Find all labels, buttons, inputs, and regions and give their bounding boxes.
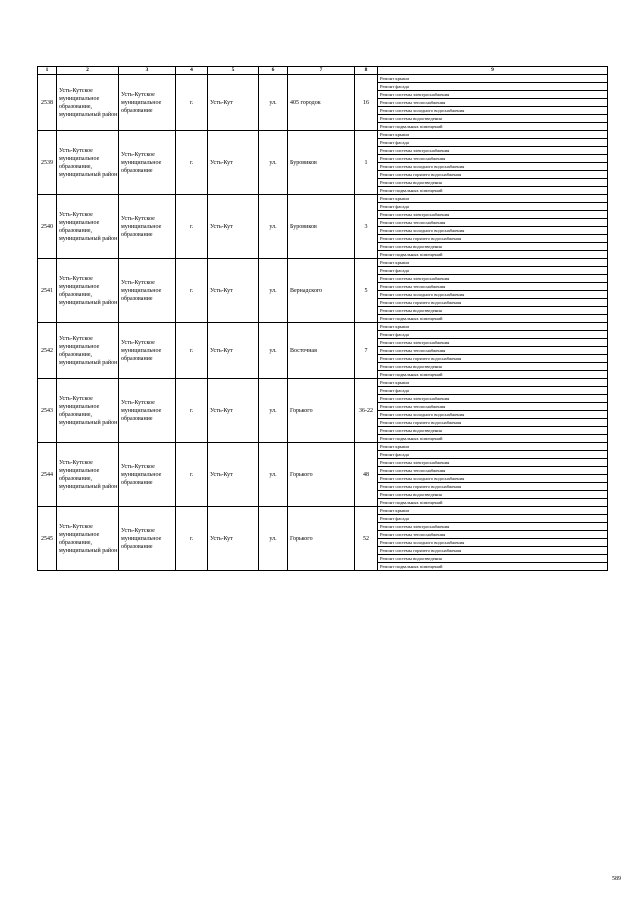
municipality-name: Усть-Кутское муниципальное образование	[119, 75, 176, 131]
column-header: 4	[176, 67, 208, 75]
repair-work-item: Ремонт системы холодного водоснабжения	[378, 227, 608, 235]
repair-work-item: Ремонт фасада	[378, 451, 608, 459]
repair-work-item: Ремонт системы холодного водоснабжения	[378, 411, 608, 419]
repair-work-item: Ремонт подвальных помещений	[378, 435, 608, 443]
table-row	[38, 75, 608, 83]
repair-work-item: Ремонт системы холодного водоснабжения	[378, 539, 608, 547]
repair-work-item: Ремонт крыши	[378, 75, 608, 83]
row-number: 2544	[38, 443, 57, 507]
district-name: Усть-Кутское муниципальное образование, муниципальный район	[57, 75, 119, 131]
settlement-type: г.	[176, 195, 208, 259]
repair-work-item: Ремонт системы теплоснабжения	[378, 155, 608, 163]
settlement-type: г.	[176, 259, 208, 323]
column-header: 2	[57, 67, 119, 75]
municipality-name: Усть-Кутское муниципальное образование	[119, 259, 176, 323]
repair-work-item: Ремонт крыши	[378, 507, 608, 515]
street-type: ул.	[259, 379, 288, 443]
repair-work-item: Ремонт системы электроснабжения	[378, 147, 608, 155]
repair-work-item: Ремонт системы горячего водоснабжения	[378, 419, 608, 427]
settlement-type: г.	[176, 131, 208, 195]
repair-work-item: Ремонт фасада	[378, 387, 608, 395]
repair-work-item: Ремонт системы холодного водоснабжения	[378, 163, 608, 171]
repair-work-item: Ремонт системы электроснабжения	[378, 211, 608, 219]
district-name: Усть-Кутское муниципальное образование, муниципальный район	[57, 195, 119, 259]
street-name: Горького	[288, 379, 355, 443]
settlement-name: Усть-Кут	[208, 259, 259, 323]
page-number: 589	[612, 876, 621, 882]
settlement-name: Усть-Кут	[208, 323, 259, 379]
street-type: ул.	[259, 75, 288, 131]
repair-work-item: Ремонт системы горячего водоснабжения	[378, 171, 608, 179]
repair-work-item: Ремонт системы водоотведения	[378, 115, 608, 123]
repair-work-item: Ремонт системы водоотведения	[378, 555, 608, 563]
repair-work-item: Ремонт системы теплоснабжения	[378, 467, 608, 475]
repair-work-item: Ремонт системы холодного водоснабжения	[378, 475, 608, 483]
repair-work-item: Ремонт системы водоотведения	[378, 307, 608, 315]
settlement-name: Усть-Кут	[208, 75, 259, 131]
repair-work-item: Ремонт системы теплоснабжения	[378, 347, 608, 355]
row-number: 2539	[38, 131, 57, 195]
register-table	[37, 66, 608, 571]
column-header: 3	[119, 67, 176, 75]
house-number: 48	[355, 443, 378, 507]
repair-work-item: Ремонт системы электроснабжения	[378, 91, 608, 99]
row-number: 2543	[38, 379, 57, 443]
district-name: Усть-Кутское муниципальное образование, муниципальный район	[57, 379, 119, 443]
house-number: 5	[355, 259, 378, 323]
settlement-name: Усть-Кут	[208, 507, 259, 571]
repair-work-item: Ремонт системы горячего водоснабжения	[378, 483, 608, 491]
house-number: 1	[355, 131, 378, 195]
table-row	[38, 443, 608, 451]
repair-work-item: Ремонт системы электроснабжения	[378, 459, 608, 467]
repair-work-item: Ремонт крыши	[378, 195, 608, 203]
repair-work-item: Ремонт системы горячего водоснабжения	[378, 299, 608, 307]
street-name: 405 городок	[288, 75, 355, 131]
municipality-name: Усть-Кутское муниципальное образование	[119, 131, 176, 195]
settlement-name: Усть-Кут	[208, 131, 259, 195]
table-row	[38, 323, 608, 331]
repair-work-item: Ремонт системы теплоснабжения	[378, 403, 608, 411]
street-name: Буровиков	[288, 131, 355, 195]
column-header: 8	[355, 67, 378, 75]
repair-work-item: Ремонт системы водоотведения	[378, 491, 608, 499]
settlement-type: г.	[176, 443, 208, 507]
repair-work-item: Ремонт системы электроснабжения	[378, 275, 608, 283]
district-name: Усть-Кутское муниципальное образование, муниципальный район	[57, 131, 119, 195]
repair-work-item: Ремонт фасада	[378, 331, 608, 339]
row-number: 2545	[38, 507, 57, 571]
house-number: 7	[355, 323, 378, 379]
repair-work-item: Ремонт подвальных помещений	[378, 187, 608, 195]
repair-work-item: Ремонт системы холодного водоснабжения	[378, 107, 608, 115]
repair-work-item: Ремонт фасада	[378, 515, 608, 523]
column-header: 1	[38, 67, 57, 75]
repair-work-item: Ремонт фасада	[378, 139, 608, 147]
repair-work-item: Ремонт системы теплоснабжения	[378, 283, 608, 291]
repair-work-item: Ремонт системы теплоснабжения	[378, 99, 608, 107]
repair-work-item: Ремонт системы теплоснабжения	[378, 531, 608, 539]
repair-work-item: Ремонт системы электроснабжения	[378, 395, 608, 403]
repair-work-item: Ремонт подвальных помещений	[378, 251, 608, 259]
repair-work-item: Ремонт крыши	[378, 131, 608, 139]
row-number: 2541	[38, 259, 57, 323]
settlement-type: г.	[176, 379, 208, 443]
row-number: 2540	[38, 195, 57, 259]
repair-work-item: Ремонт подвальных помещений	[378, 563, 608, 571]
municipality-name: Усть-Кутское муниципальное образование	[119, 443, 176, 507]
repair-work-item: Ремонт системы водоотведения	[378, 363, 608, 371]
street-name: Буровиков	[288, 195, 355, 259]
table-row	[38, 195, 608, 203]
street-name: Горького	[288, 443, 355, 507]
street-type: ул.	[259, 323, 288, 379]
municipality-name: Усть-Кутское муниципальное образование	[119, 323, 176, 379]
house-number: 36-22	[355, 379, 378, 443]
street-type: ул.	[259, 195, 288, 259]
settlement-name: Усть-Кут	[208, 379, 259, 443]
district-name: Усть-Кутское муниципальное образование, муниципальный район	[57, 507, 119, 571]
column-header: 9	[378, 67, 608, 75]
street-type: ул.	[259, 259, 288, 323]
column-header: 7	[288, 67, 355, 75]
repair-work-item: Ремонт крыши	[378, 259, 608, 267]
repair-work-item: Ремонт системы водоотведения	[378, 179, 608, 187]
repair-work-item: Ремонт системы холодного водоснабжения	[378, 291, 608, 299]
municipality-name: Усть-Кутское муниципальное образование	[119, 379, 176, 443]
district-name: Усть-Кутское муниципальное образование, муниципальный район	[57, 259, 119, 323]
repair-work-item: Ремонт системы горячего водоснабжения	[378, 355, 608, 363]
repair-work-item: Ремонт фасада	[378, 267, 608, 275]
repair-work-item: Ремонт крыши	[378, 443, 608, 451]
row-number: 2538	[38, 75, 57, 131]
settlement-name: Усть-Кут	[208, 195, 259, 259]
repair-work-item: Ремонт подвальных помещений	[378, 371, 608, 379]
house-number: 52	[355, 507, 378, 571]
table-row	[38, 379, 608, 387]
municipality-name: Усть-Кутское муниципальное образование	[119, 507, 176, 571]
repair-work-item: Ремонт фасада	[378, 203, 608, 211]
repair-work-item: Ремонт системы горячего водоснабжения	[378, 235, 608, 243]
street-name: Восточная	[288, 323, 355, 379]
header-row	[38, 67, 608, 75]
repair-work-item: Ремонт подвальных помещений	[378, 315, 608, 323]
column-header: 5	[208, 67, 259, 75]
street-name: Вернадского	[288, 259, 355, 323]
row-number: 2542	[38, 323, 57, 379]
repair-work-item: Ремонт системы горячего водоснабжения	[378, 547, 608, 555]
settlement-type: г.	[176, 75, 208, 131]
repair-work-item: Ремонт системы электроснабжения	[378, 339, 608, 347]
table-row	[38, 131, 608, 139]
repair-work-item: Ремонт системы водоотведения	[378, 243, 608, 251]
repair-work-item: Ремонт системы теплоснабжения	[378, 219, 608, 227]
house-number: 3	[355, 195, 378, 259]
repair-work-item: Ремонт крыши	[378, 379, 608, 387]
district-name: Усть-Кутское муниципальное образование, муниципальный район	[57, 323, 119, 379]
repair-work-item: Ремонт фасада	[378, 83, 608, 91]
column-header: 6	[259, 67, 288, 75]
street-type: ул.	[259, 443, 288, 507]
settlement-name: Усть-Кут	[208, 443, 259, 507]
settlement-type: г.	[176, 507, 208, 571]
district-name: Усть-Кутское муниципальное образование, муниципальный район	[57, 443, 119, 507]
repair-work-item: Ремонт подвальных помещений	[378, 123, 608, 131]
house-number: 16	[355, 75, 378, 131]
repair-work-item: Ремонт крыши	[378, 323, 608, 331]
table-row	[38, 259, 608, 267]
settlement-type: г.	[176, 323, 208, 379]
repair-work-item: Ремонт подвальных помещений	[378, 499, 608, 507]
repair-work-item: Ремонт системы водоотведения	[378, 427, 608, 435]
municipality-name: Усть-Кутское муниципальное образование	[119, 195, 176, 259]
street-type: ул.	[259, 507, 288, 571]
street-name: Горького	[288, 507, 355, 571]
table-row	[38, 507, 608, 515]
street-type: ул.	[259, 131, 288, 195]
repair-work-item: Ремонт системы электроснабжения	[378, 523, 608, 531]
